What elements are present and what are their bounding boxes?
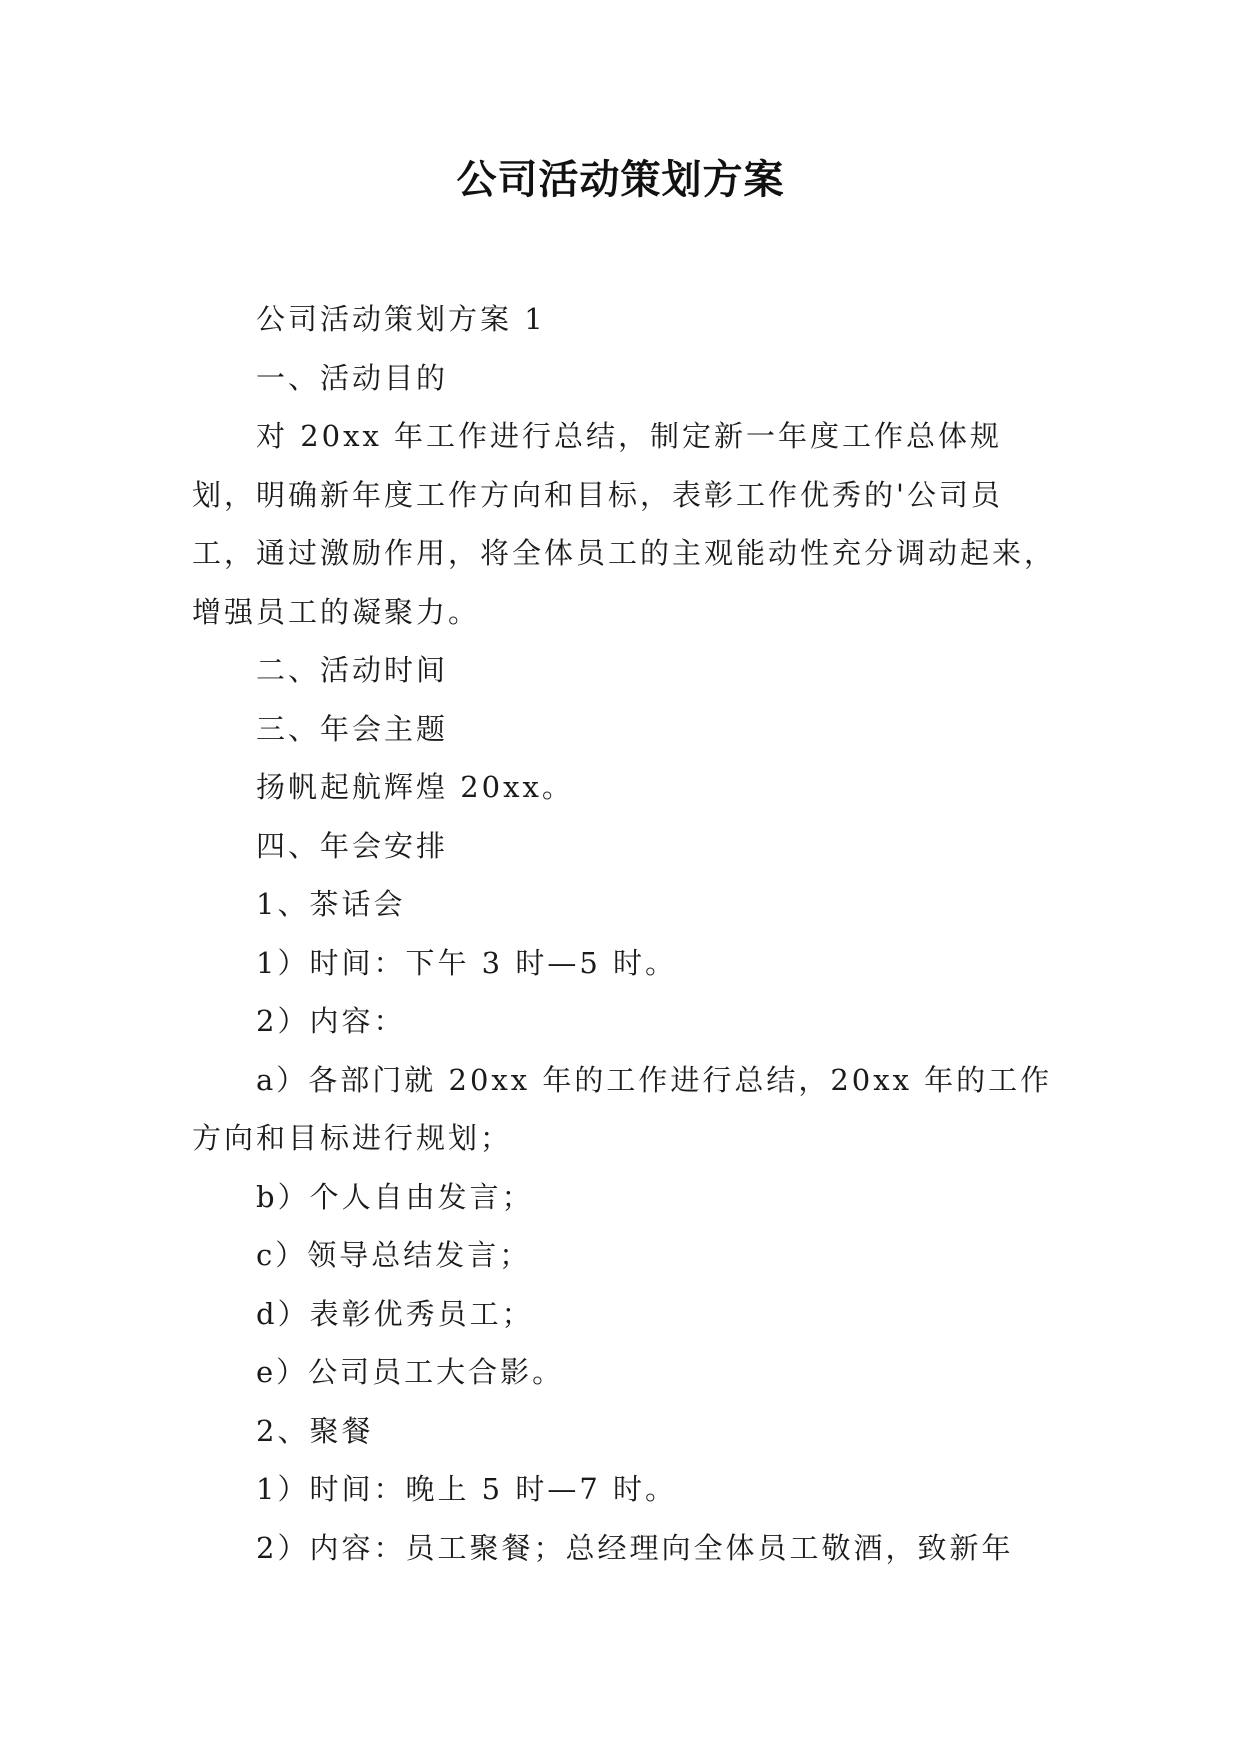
list-item-dinner-time: 1）时间：晚上 5 时—7 时。 <box>256 1472 678 1506</box>
document-title: 公司活动策划方案 <box>456 157 785 203</box>
section-heading-plan-1: 公司活动策划方案 1 <box>256 302 546 336</box>
subheading-tea-party: 1、茶话会 <box>256 887 406 921</box>
list-item-b: b）个人自由发言； <box>256 1179 534 1214</box>
document-body <box>192 290 1062 1577</box>
list-item-dinner-content: 2）内容：员工聚餐；总经理向全体员工敬酒，致新年 <box>256 1530 1014 1565</box>
subheading-dinner: 2、聚餐 <box>256 1413 374 1448</box>
list-item-tea-content: 2）内容： <box>256 1004 406 1038</box>
list-item-tea-time: 1）时间：下午 3 时—5 时。 <box>256 945 678 980</box>
list-item-d: d）表彰优秀员工； <box>256 1296 534 1331</box>
paragraph-theme: 扬帆起航辉煌 20xx。 <box>256 770 574 804</box>
section-heading-arrangement: 四、年会安排 <box>256 828 449 863</box>
section-heading-theme: 三、年会主题 <box>256 711 449 746</box>
section-heading-purpose: 一、活动目的 <box>256 360 449 395</box>
section-heading-time: 二、活动时间 <box>256 653 449 687</box>
list-item-a: a）各部门就 20xx 年的工作进行总结，20xx 年的工作方向和目标进行规划； <box>192 1062 1053 1155</box>
list-item-c: c）领导总结发言； <box>256 1238 532 1272</box>
list-item-e: e）公司员工大合影。 <box>256 1355 565 1389</box>
paragraph-purpose: 对 20xx 年工作进行总结，制定新一年度工作总体规划，明确新年度工作方向和目标，表彰工作优秀的'公司员工，通过激励作用，将全体员工的主观能动性充分调动起来，增强员工的凝聚力。 <box>192 419 1057 629</box>
